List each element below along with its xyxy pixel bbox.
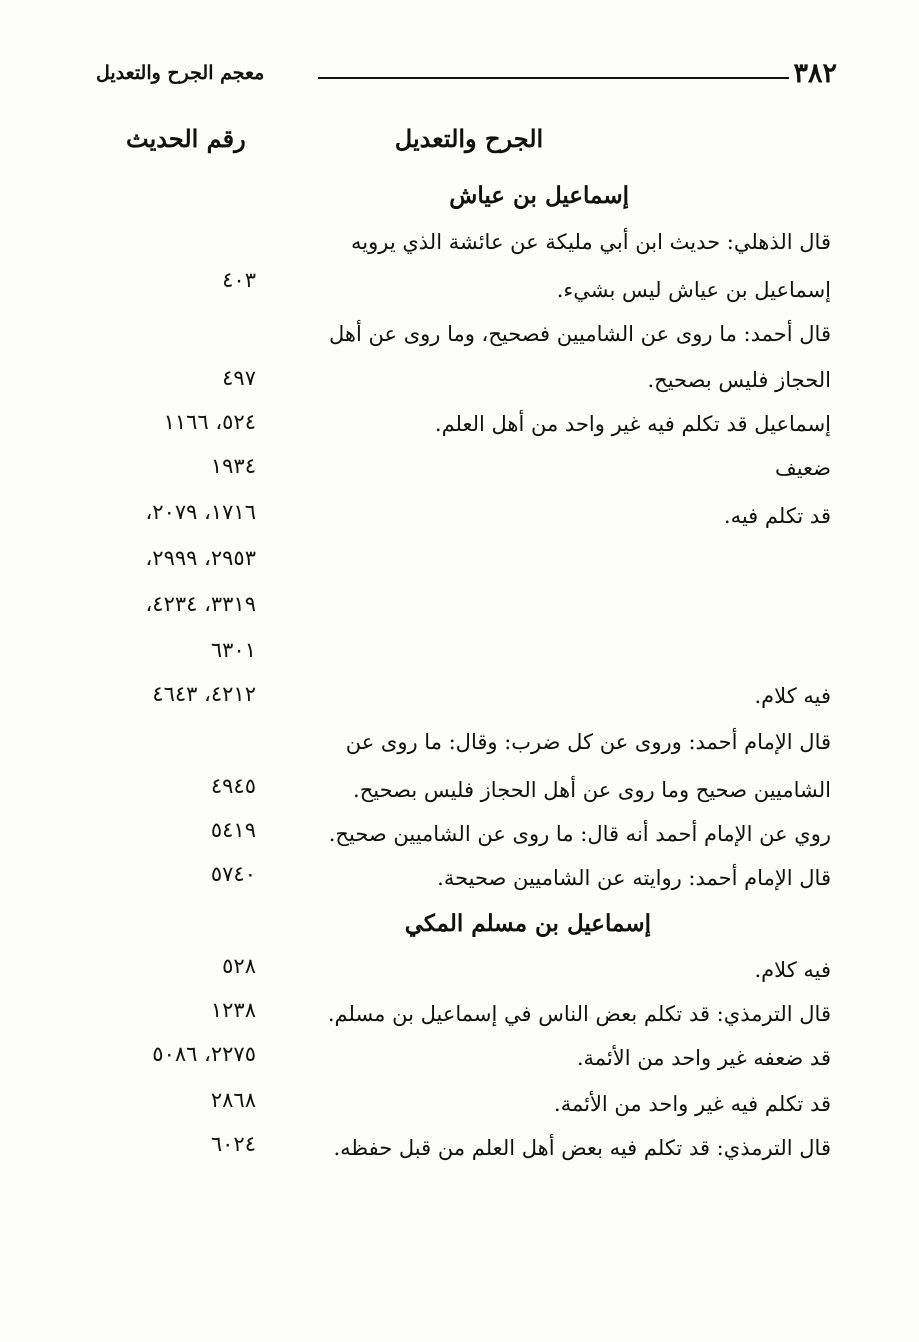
hadith-number: ٥٢٤، ١١٦٦	[163, 410, 256, 434]
hadith-number: ٦٠٢٤	[210, 1132, 256, 1156]
book-title: معجم الجرح والتعديل	[96, 62, 265, 84]
entry-text: روي عن الإمام أحمد أنه قال: ما روى عن الشاميين صحيح.	[328, 822, 831, 846]
hadith-number: ٣٣١٩، ٤٢٣٤،	[145, 592, 256, 616]
hadith-number: ٥٢٨	[222, 954, 256, 978]
entry-text: قد ضعفه غير واحد من الأئمة.	[576, 1046, 831, 1070]
entry-text: قال الإمام أحمد: روايته عن الشاميين صحيحة.	[437, 866, 831, 890]
hadith-number: ٤٠٣	[222, 268, 256, 292]
hadith-number: ٢٢٧٥، ٥٠٨٦	[152, 1042, 256, 1066]
page-number: ٣٨٢	[793, 58, 837, 89]
entry-text: قد تكلم فيه.	[723, 504, 831, 528]
hadith-number: ٤٢١٢، ٤٦٤٣	[152, 682, 256, 706]
hadith-number: ١٩٣٤	[210, 454, 256, 478]
entry-text: الحجاز فليس بصحيح.	[647, 368, 831, 392]
entry-text: قال الذهلي: حديث ابن أبي مليكة عن عائشة الذي يرويه	[351, 230, 831, 254]
entry-text: إسماعيل قد تكلم فيه غير واحد من أهل العلم.	[434, 412, 831, 436]
hadith-number: ٦٣٠١	[210, 638, 256, 662]
entry-text: الشاميين صحيح وما روى عن أهل الحجاز فليس بصحيح.	[353, 778, 831, 802]
hadith-number: ٤٩٤٥	[210, 774, 256, 798]
entry-text: قال الترمذي: قد تكلم فيه بعض أهل العلم من قبل حفظه.	[333, 1136, 831, 1160]
hadith-number: ٢٩٥٣، ٢٩٩٩،	[145, 546, 256, 570]
entry-text: قال الإمام أحمد: وروى عن كل ضرب: وقال: ما روى عن	[345, 730, 831, 754]
hadith-number: ٢٨٦٨	[210, 1088, 256, 1112]
hadith-number: ٥٧٤٠	[210, 862, 256, 886]
entry-text: قال أحمد: ما روى عن الشاميين فصحيح، وما روى عن أهل	[329, 322, 831, 346]
entry-text: إسماعيل بن عياش ليس بشيء.	[556, 278, 831, 302]
section-title: إسماعيل بن مسلم المكي	[404, 910, 651, 937]
column-heading-reference: رقم الحديث	[126, 124, 246, 153]
section-title: إسماعيل بن عياش	[449, 182, 629, 209]
header-rule	[318, 77, 789, 79]
entry-text: قد تكلم فيه غير واحد من الأئمة.	[554, 1092, 831, 1116]
hadith-number: ٥٤١٩	[210, 818, 256, 842]
entry-text: ضعيف	[774, 456, 831, 480]
hadith-number: ١٢٣٨	[210, 998, 256, 1022]
entry-text: فيه كلام.	[754, 958, 831, 982]
hadith-number: ١٧١٦، ٢٠٧٩،	[145, 500, 256, 524]
hadith-number: ٤٩٧	[222, 366, 256, 390]
column-heading-main: الجرح والتعديل	[394, 124, 544, 153]
entry-text: فيه كلام.	[754, 684, 831, 708]
entry-text: قال الترمذي: قد تكلم بعض الناس في إسماعيل بن مسلم.	[327, 1002, 831, 1026]
